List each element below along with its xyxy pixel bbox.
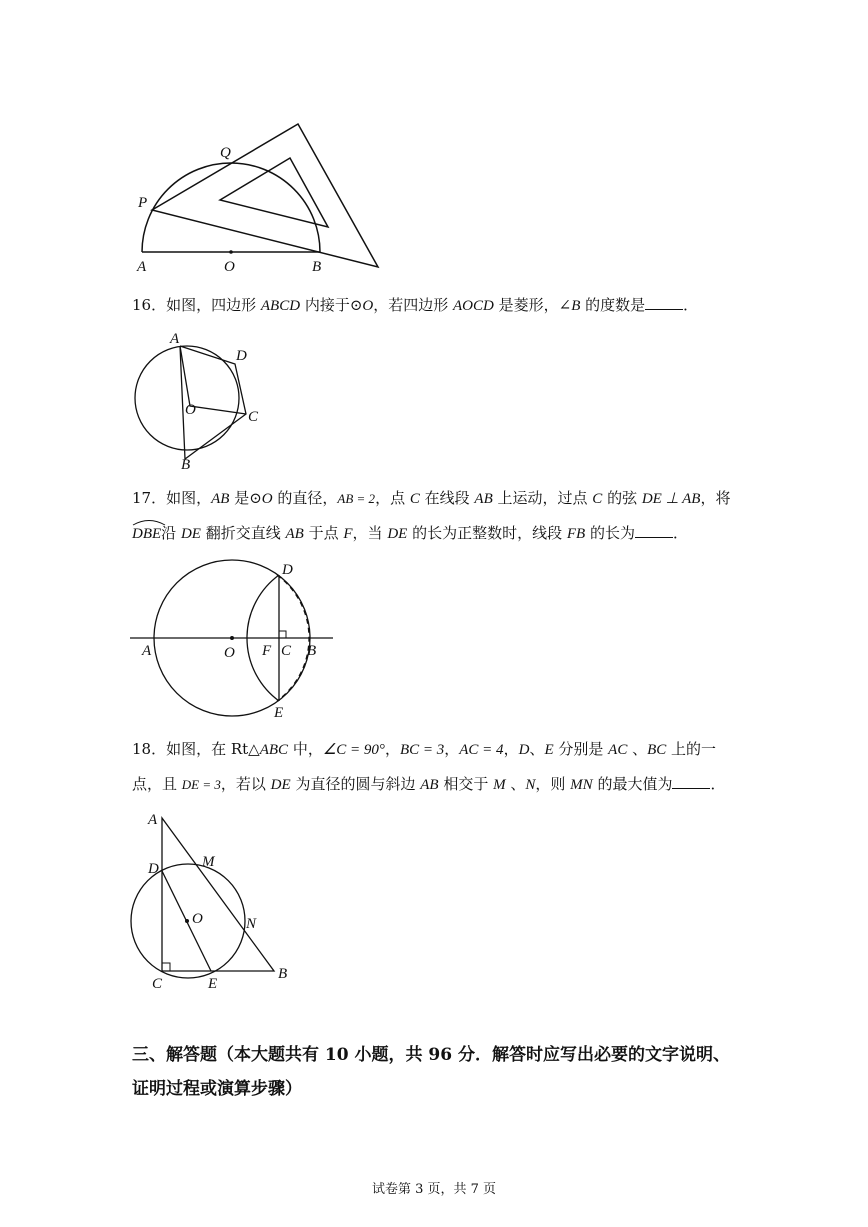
figure-17 [128,555,338,723]
page-footer: 试卷第 3 页，共 7 页 [371,1182,497,1197]
label-b: B [278,966,288,982]
label-b: B [181,457,191,473]
label-c: C [281,643,292,659]
answer-blank[interactable] [645,295,683,310]
label-o: O [185,402,196,418]
label-c: C [152,976,163,992]
label-a: A [142,643,152,659]
label-e: E [274,705,284,721]
question-18-line2: 点，且 DE = 3，若以 DE 为直径的圆与斜边 AB 相交于 M 、N，则 MN 的最大值为 ． [132,775,726,793]
circle-o [135,346,239,450]
label-p: P [138,195,148,211]
answer-blank[interactable] [672,774,710,789]
center-point-o [229,250,233,254]
label-a: A [148,812,158,828]
label-a: A [170,331,180,347]
figure-16 [130,328,270,474]
label-o: O [224,645,235,661]
label-c: C [248,409,259,425]
section-3-line1: 三、解答题（本大题共有 10 小题，共 96 分．解答时应写出必要的文字说明、 [132,1045,730,1065]
label-a: A [137,259,147,275]
center-point-o [230,636,234,640]
label-m: M [202,854,215,870]
label-f: F [262,643,272,659]
center-point-o [185,919,189,923]
question-18-line1: 18．如图，在 Rt△ABC 中，∠C = 90°，BC = 3，AC = 4，D、E 分别是 AC 、BC 上的一 [132,740,717,758]
label-q: Q [220,145,231,161]
right-angle-mark [279,631,286,638]
section-3-heading [132,1038,730,1106]
large-triangle [152,124,378,267]
label-d: D [282,562,293,578]
label-e: E [208,976,218,992]
label-b: B [307,643,317,659]
label-d: D [236,348,247,364]
label-o: O [192,911,203,927]
label-o: O [224,259,235,275]
small-triangle [220,158,328,227]
figure-18 [128,808,298,993]
question-16: 16．如图，四边形 ABCD 内接于⊙O，若四边形 AOCD 是菱形，∠B 的度数是 ． [132,296,699,314]
label-b: B [312,259,322,275]
question-17-line2: DBE沿 DE 翻折交直线 AB 于点 F，当 DE 的长为正整数时，线段 FB 的长为 ． [132,521,688,546]
figure-15 [130,115,390,275]
semicircle-arc [142,163,320,252]
label-d: D [148,861,159,877]
label-n: N [246,916,257,932]
section-3-line2: 证明过程或演算步骤） [132,1079,302,1099]
question-17-line1: 17．如图，AB 是⊙O 的直径，AB = 2，点 C 在线段 AB 上运动，过点 C 的弦 DE ⊥ AB，将 [132,489,731,507]
answer-blank[interactable] [635,523,673,538]
arc-dbe: DBE [132,521,161,546]
triangle-abc [162,818,274,971]
right-angle-mark [162,963,170,971]
